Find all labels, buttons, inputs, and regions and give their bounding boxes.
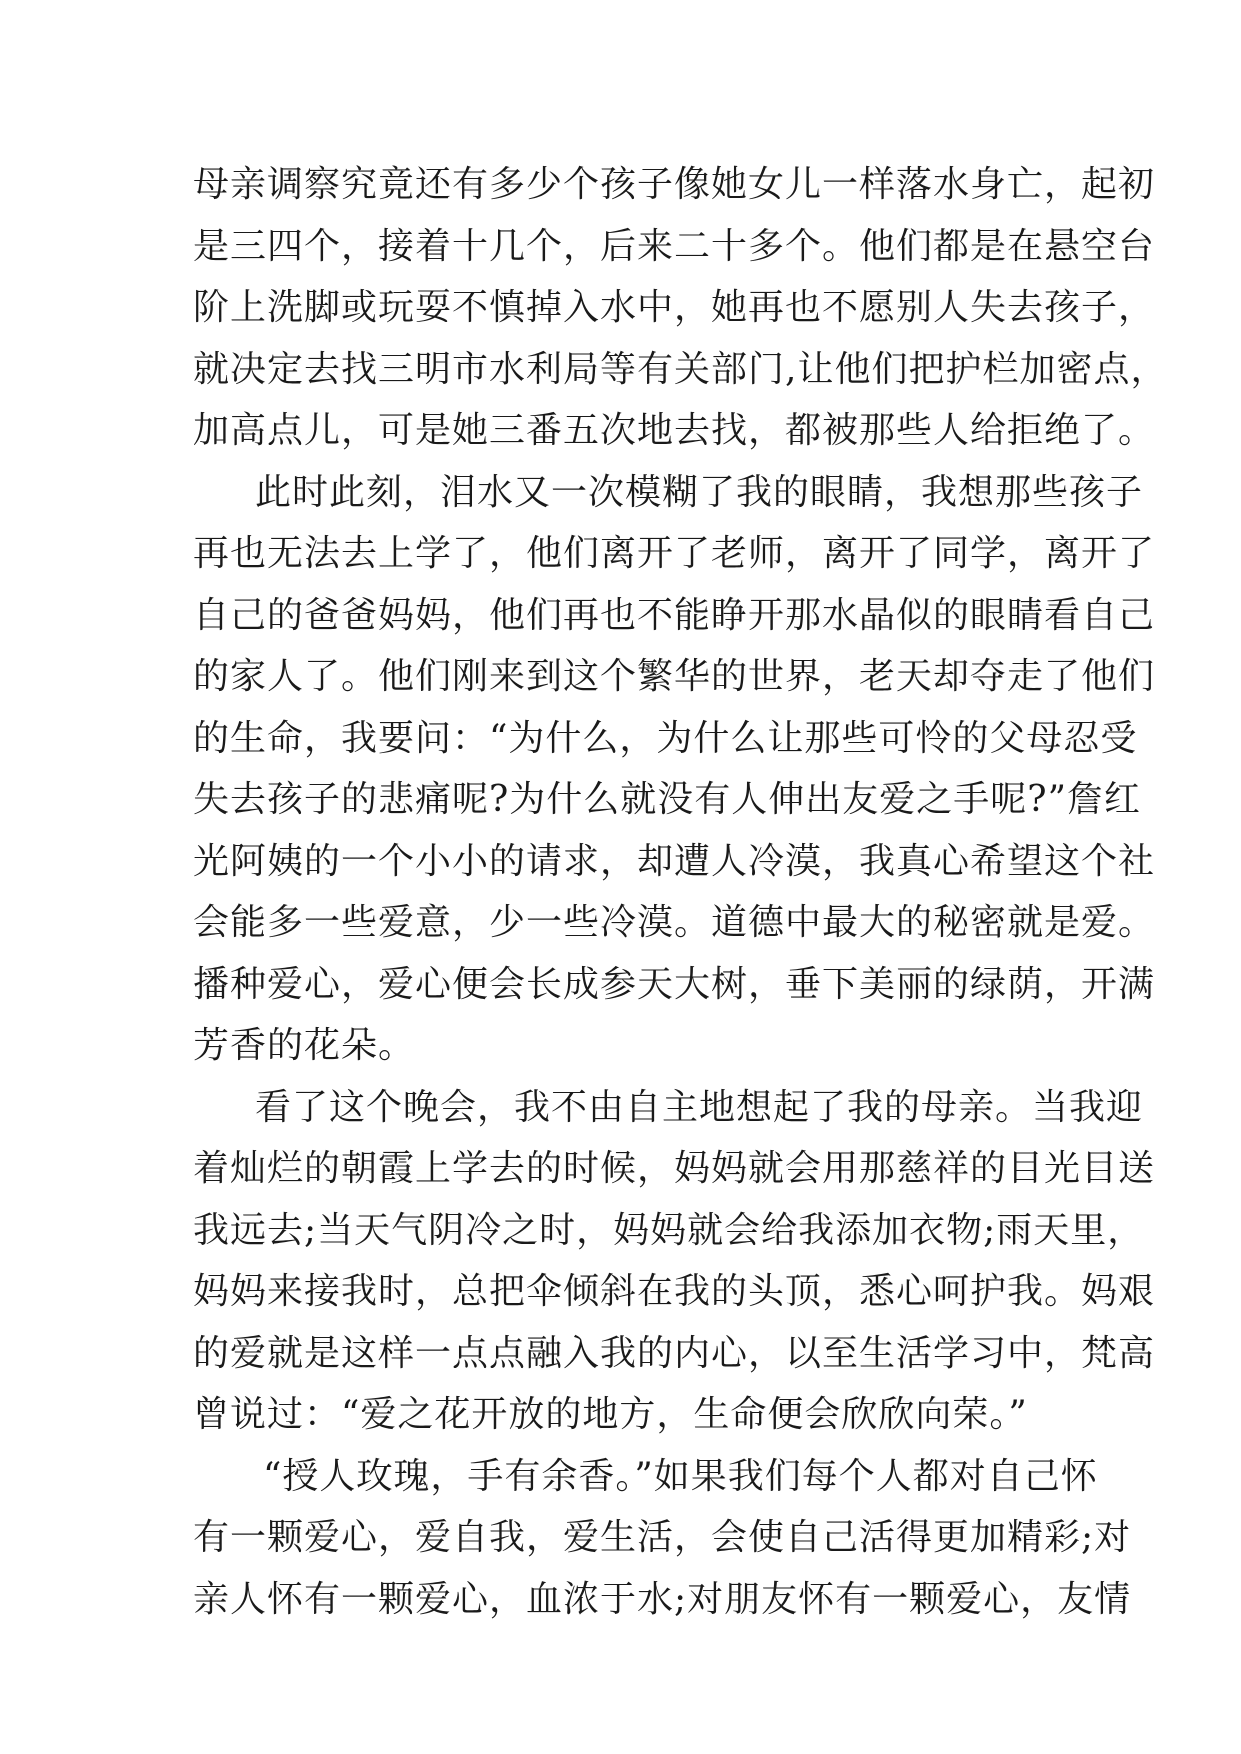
text-line: 母亲调察究竟还有多少个孩子像她女儿一样落水身亡，起初 <box>193 164 1156 205</box>
text-line: 自己的爸爸妈妈，他们再也不能睁开那水晶似的眼睛看自己 <box>193 594 1156 636</box>
text-line: 我远去;当天气阴冷之时，妈妈就会给我添加衣物;雨天里， <box>193 1209 1145 1251</box>
text-line: 再也无法去上学了，他们离开了老师，离开了同学，离开了 <box>193 533 1156 574</box>
text-line: 光阿姨的一个小小的请求，却遭人冷漠，我真心希望这个社 <box>193 840 1156 882</box>
text-line: 亲人怀有一颗爱心，血浓于水;对朋友怀有一颗爱心，友情 <box>193 1578 1132 1620</box>
text-line: 有一颗爱心，爱自我，爱生活，会使自己活得更加精彩;对 <box>193 1517 1132 1558</box>
paragraph-start-line: “授人玫瑰，手有余香。”如果我们每个人都对自己怀 <box>263 1455 1098 1497</box>
text-line: 就决定去找三明市水利局等有关部门,让他们把护栏加密点， <box>193 348 1168 390</box>
text-line: 的家人了。他们刚来到这个繁华的世界，老天却夺走了他们 <box>193 656 1156 697</box>
text-line: 芳香的花朵。 <box>193 1025 416 1066</box>
text-line: 失去孩子的悲痛呢?为什么就没有人伸出友爱之手呢?”詹红 <box>193 779 1142 820</box>
text-line: 播种爱心，爱心便会长成参天大树，垂下美丽的绿荫，开满 <box>193 963 1156 1005</box>
body-text <box>193 154 1168 1630</box>
text-line: 曾说过：“爱之花开放的地方，生命便会欣欣向荣。” <box>193 1394 1028 1435</box>
paragraph-start-line: 看了这个晚会，我不由自主地想起了我的母亲。当我迎 <box>255 1086 1144 1128</box>
text-line: 阶上洗脚或玩耍不慎掉入水中，她再也不愿别人失去孩子， <box>193 287 1156 328</box>
text-line: 加高点儿，可是她三番五次地去找，都被那些人给拒绝了。 <box>193 410 1156 451</box>
text-line: 的生命，我要问：“为什么，为什么让那些可怜的父母忍受 <box>193 717 1138 759</box>
text-line: 是三四个，接着十几个，后来二十多个。他们都是在悬空台 <box>193 225 1156 267</box>
text-line: 着灿烂的朝霞上学去的时候，妈妈就会用那慈祥的目光目送 <box>193 1148 1156 1189</box>
paragraph-start-line: 此时此刻，泪水又一次模糊了我的眼睛，我想那些孩子 <box>255 471 1144 513</box>
text-line: 会能多一些爱意，少一些冷漠。道德中最大的秘密就是爱。 <box>193 902 1156 943</box>
text-line: 妈妈来接我时，总把伞倾斜在我的头顶，悉心呵护我。妈艰 <box>193 1271 1156 1312</box>
text-line: 的爱就是这样一点点融入我的内心，以至生活学习中，梵高 <box>193 1332 1156 1374</box>
